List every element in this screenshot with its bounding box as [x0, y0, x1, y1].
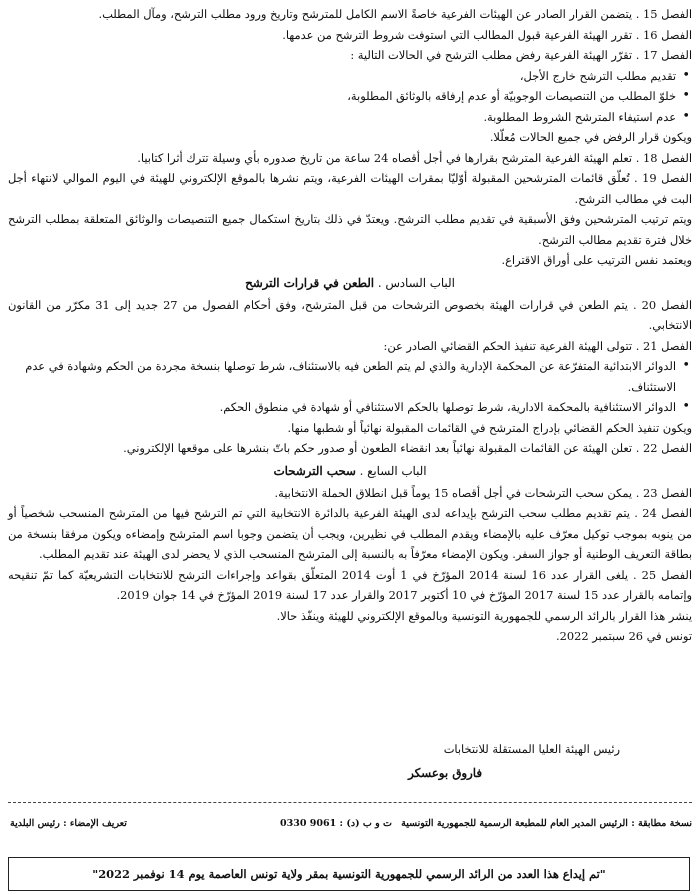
deposit-notice-box [8, 857, 690, 891]
article-24: الفصل 24 . يتم تقديم مطلب سحب الترشح بإيداعه لدى الهيئة الفرعية بالدائرة الانتخابية التي تم الترشح فيها من المترشح المنسحب شخصياً أو من ينوبه بموجب توكيل معرّف عليه بالإمضاء ويقدم المطلب في نظيرين، ويجب أن يتضمن وجوبا اسم المترشح وإمضاءه ويكون مرفقا بنسخة من بطاقة التعريف الوطنية أو جواز السفر. ويكون الإمضاء معرّفاً به بالنسبة إلى المترشح المنسحب الذي لا يحضر لدى الهيئة عند تقديم المطلب. [8, 506, 692, 561]
document-body [8, 4, 692, 647]
article-17-bullet-3: • عدم استيفاء المترشح الشروط المطلوبة. [8, 107, 692, 128]
footer-divider [8, 802, 692, 803]
signatory-role: رئيس الهيئة العليا المستقلة للانتخابات [443, 742, 620, 756]
article-25: الفصل 25 . يلغى القرار عدد 16 لسنة 2014 المؤرّخ في 1 أوت 2014 المتعلّق بقواعد وإجراءات الترشح للانتخابات التشريعيّة كما تمّ تنقيحه وإتمامه بالقرار عدد 15 لسنة 2017 المؤرّخ في 10 أكتوبر 2017 والقرار عدد 17 لسنة 2019 المؤرّخ في 14 جوان 2019. [8, 567, 692, 602]
article-19-ballot: ويعتمد نفس الترتيب على أوراق الاقتراع. [501, 253, 692, 267]
signatory-name: فاروق بوعسكر [408, 766, 482, 780]
footer-bar [8, 818, 692, 836]
certified-copy-label: نسخة مطابقة : الرئيس المدير العام للمطبعة الرسمية للجمهورية التونسية [401, 818, 692, 829]
signature-authentication: تعريف الإمضاء : رئيس البلدية [10, 818, 127, 829]
article-17-closing: ويكون قرار الرفض في جميع الحالات مُعلّلا. [489, 130, 692, 144]
chapter-six-prefix: الباب السادس . [374, 275, 455, 290]
article-16: الفصل 16 . تقرر الهيئة الفرعية قبول المطالب التي استوفت شروط الترشح من عدمها. [282, 27, 692, 42]
chapter-six-heading [8, 272, 692, 294]
registration-number: ت و ب (د) : 9061 0330 [280, 818, 392, 829]
article-20: الفصل 20 . يتم الطعن في قرارات الهيئة بخصوص الترشحات من قبل المترشح، وفق أحكام الفصول من 27 جديد إلى 31 مكرّر من القانون الانتخابي. [8, 297, 692, 332]
article-19-order: ويتم ترتيب المترشحين وفق الأسبقية في تقديم مطلب الترشح. ويعتدّ في ذلك بتاريخ استكمال جميع التنصيصات والوثائق المتعلقة بمطلب الترشح خلال فترة تقديم مطالب الترشح. [8, 212, 692, 247]
article-19: الفصل 19 . تُعلّق قائمات المترشحين المقبولة أوّليّا بمقرات الهيئات الفرعية، ويتم نشرها بالموقع الإلكتروني للهيئة في اليوم الموالي لانتهاء أجل البت في مطالب الترشح. [8, 171, 692, 206]
chapter-seven-prefix: الباب السابع . [355, 463, 427, 478]
article-17-bullet-2: • خلوّ المطلب من التنصيصات الوجوبيّة أو عدم إرفاقه بالوثائق المطلوبة، [8, 86, 692, 107]
chapter-seven-title: سحب الترشحات [273, 463, 356, 478]
chapter-seven-heading [8, 460, 692, 482]
article-15: الفصل 15 . يتضمن القرار الصادر عن الهيئات الفرعية خاصةً الاسم الكامل للمترشح وتاريخ ورود مطلب الترشح، ومآل المطلب. [98, 7, 692, 21]
article-21-bullet-2: • الدوائر الاستئنافية بالمحكمة الادارية، شرط توصلها بالحكم الاستئنافي أو شهادة في منطوق الحكم. [8, 397, 692, 418]
deposit-notice-text: "تم إيداع هذا العدد من الرائد الرسمي للجمهورية التونسية بمقر ولاية تونس العاصمة يوم 14 نوفمبر 2022" [92, 867, 606, 881]
article-21: الفصل 21 . تتولى الهيئة الفرعية تنفيذ الحكم القضائي الصادر عن: [383, 338, 692, 353]
article-21-closing: ويكون تنفيذ الحكم القضائي بإدراج المترشح في القائمات المقبولة نهائياً أو شطبها منها. [287, 420, 692, 435]
article-17: الفصل 17 . تقرّر الهيئة الفرعية رفض مطلب الترشح في الحالات التالية : [350, 48, 692, 62]
signing-date: تونس في 26 سبتمبر 2022. [555, 629, 692, 643]
article-21-bullet-1: • الدوائر الابتدائية المتفرّعة عن المحكمة الإدارية والذي لم يتم الطعن فيه بالاستئناف، شرط توصلها بنسخة مجردة من الحكم وشهادة في عدم الاستئناف. [8, 356, 692, 397]
chapter-six-title: الطعن في قرارات الترشح [245, 275, 375, 290]
article-17-bullet-1: • تقديم مطلب الترشح خارج الأجل، [8, 66, 692, 87]
article-22: الفصل 22 . تعلن الهيئة عن القائمات المقبولة نهائياً بعد انقضاء الطعون أو صدور حكم باتّ بنشرها على موقعها الإلكتروني. [123, 441, 692, 455]
article-23: الفصل 23 . يمكن سحب الترشحات في أجل أقصاه 15 يوماً قبل انطلاق الحملة الانتخابية. [274, 485, 692, 500]
article-18: الفصل 18 . تعلم الهيئة الفرعية المترشح بقرارها في أجل أقصاه 24 ساعة من تاريخ صدوره بأي وسيلة تترك أثرا كتابيا. [137, 150, 692, 165]
publication-clause: ينشر هذا القرار بالرائد الرسمي للجمهورية التونسية وبالموقع الإلكتروني للهيئة وينفّذ حالا. [276, 608, 692, 623]
